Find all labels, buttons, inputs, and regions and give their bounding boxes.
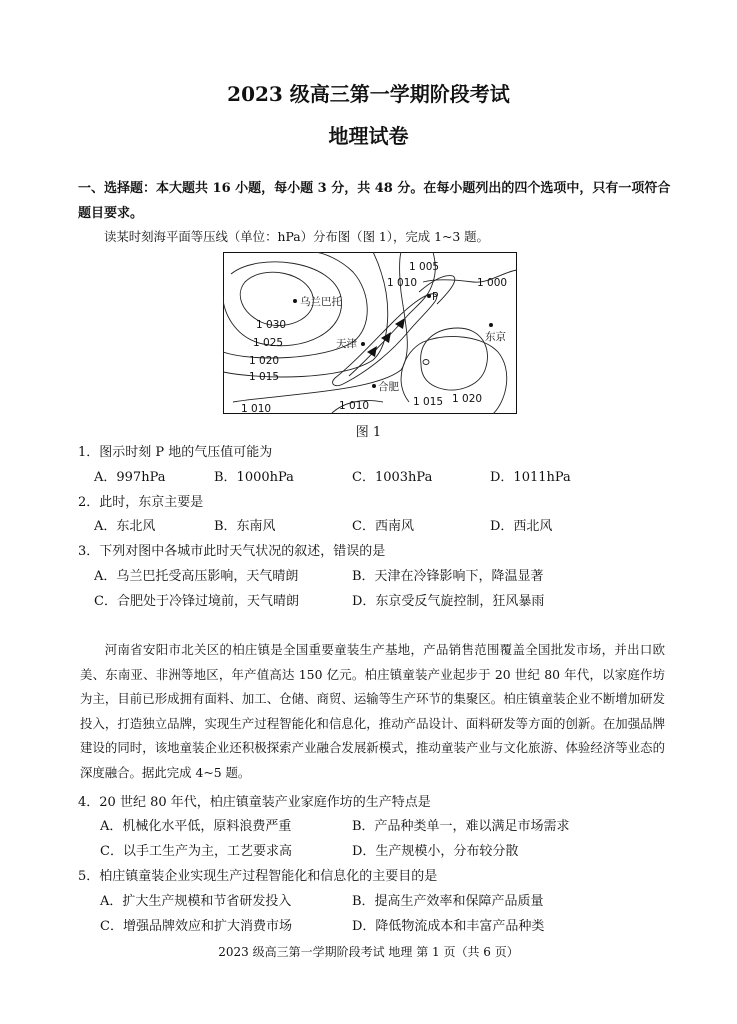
q5-option-c[interactable]: C．增强品牌效应和扩大消费市场 [100, 919, 292, 934]
city-dot-hefei [372, 384, 376, 388]
q3-option-c[interactable]: C．合肥处于冷锋过境前，天气晴朗 [94, 594, 299, 609]
label-ulaanbaatar: 乌兰巴托 [300, 296, 342, 308]
label-p: P [432, 291, 439, 303]
question-4-stem: 4．20 世纪 80 年代，柏庄镇童装产业家庭作坊的生产特点是 [78, 795, 431, 810]
isobar-label: 1 010 [241, 403, 272, 414]
question-1-stem: 1．图示时刻 P 地的气压值可能为 [78, 445, 273, 460]
q3-option-d[interactable]: D．东京受反气旋控制，狂风暴雨 [352, 594, 545, 609]
figure-caption: 图 1 [355, 425, 382, 440]
isobar-map [223, 252, 517, 414]
isobar-label: 1 010 [339, 400, 370, 412]
city-dot-ulaanbaatar [293, 299, 297, 303]
label-hefei: 合肥 [378, 381, 399, 393]
city-dot-tokyo [489, 323, 493, 327]
q2-option-a[interactable]: A．东北风 [94, 519, 156, 534]
q2-option-c[interactable]: C．西南风 [352, 519, 414, 534]
exam-subtitle: 地理试卷 [328, 124, 409, 148]
city-dot-tianjin [361, 342, 365, 346]
q1-option-d[interactable]: D．1011hPa [490, 470, 571, 485]
q5-option-d[interactable]: D．降低物流成本和丰富产品种类 [352, 919, 545, 934]
q5-option-a[interactable]: A．扩大生产规模和节省研发投入 [100, 894, 292, 909]
q4-option-d[interactable]: D．生产规模小，分布较分散 [352, 844, 519, 859]
q1-option-a[interactable]: A．997hPa [94, 470, 166, 485]
figure-intro: 读某时刻海平面等压线（单位：hPa）分布图（图 1），完成 1~3 题。 [104, 229, 489, 244]
exam-title: 2023 级高三第一学期阶段考试 [227, 82, 510, 106]
question-5-stem: 5．柏庄镇童装企业实现生产过程智能化和信息化的主要目的是 [78, 869, 438, 884]
city-dot-p [427, 294, 431, 298]
isobar-label: 1 025 [253, 337, 284, 349]
question-3-stem: 3．下列对图中各城市此时天气状况的叙述，错误的是 [78, 544, 386, 559]
q4-option-c[interactable]: C．以手工生产为主，工艺要求高 [100, 844, 292, 859]
q1-option-b[interactable]: B．1000hPa [214, 470, 294, 485]
page-footer: 2023 级高三第一学期阶段考试 地理 第 1 页（共 6 页） [218, 945, 519, 959]
q5-option-b[interactable]: B．提高生产效率和保障产品质量 [352, 894, 544, 909]
q2-option-d[interactable]: D．西北风 [490, 519, 553, 534]
isobar-label: 1 005 [409, 261, 440, 273]
isobar-label: 1 030 [256, 319, 287, 331]
label-tokyo: 东京 [485, 331, 506, 343]
q3-option-a[interactable]: A．乌兰巴托受高压影响，天气晴朗 [94, 569, 299, 584]
isobar-label: 1 000 [477, 277, 508, 289]
reading-passage: 河南省安阳市北关区的柏庄镇是全国重要童装生产基地，产品销售范围覆盖全国批发市场，并出口欧美、东南亚、非洲等地区，年产值高达 150 亿元。柏庄镇童装产业起步于 20 世纪 80 年代，以家庭作坊为主，目前已形成拥有面料、加工、仓储、商贸、运输等生产环节的集聚区。柏庄镇童装企业不断增加研发投入，打造独立品牌，实现生产过程智能化和信息化，推动产品设计、面料研发等方面的创新。在加强品牌建设的同时，该地童装企业还积极探索产业融合发展新模式，推动童装产业与文化旅游、体验经济等业态的深度融合。据此完成 4~5 题。 [80, 642, 665, 780]
isobar-label: 1 015 [413, 396, 444, 408]
q4-option-a[interactable]: A．机械化水平低，原料浪费严重 [100, 819, 292, 834]
isobar-label: 1 020 [249, 355, 280, 367]
isobar-label: 1 015 [249, 371, 280, 383]
q2-option-b[interactable]: B．东南风 [214, 519, 276, 534]
q4-option-b[interactable]: B．产品种类单一，难以满足市场需求 [352, 819, 570, 834]
isobar-label: 1 020 [452, 393, 483, 405]
q3-option-b[interactable]: B．天津在冷锋影响下，降温显著 [352, 569, 544, 584]
map-frame [224, 253, 517, 414]
isobar-label: 1 010 [387, 277, 418, 289]
label-tianjin: 天津 [336, 338, 357, 350]
question-2-stem: 2．此时，东京主要是 [78, 495, 204, 510]
section-instruction: 一、选择题：本大题共 16 小题，每小题 3 分，共 48 分。在每小题列出的四个选项中，只有一项符合题目要求。 [78, 181, 671, 221]
q1-option-c[interactable]: C．1003hPa [352, 470, 433, 485]
